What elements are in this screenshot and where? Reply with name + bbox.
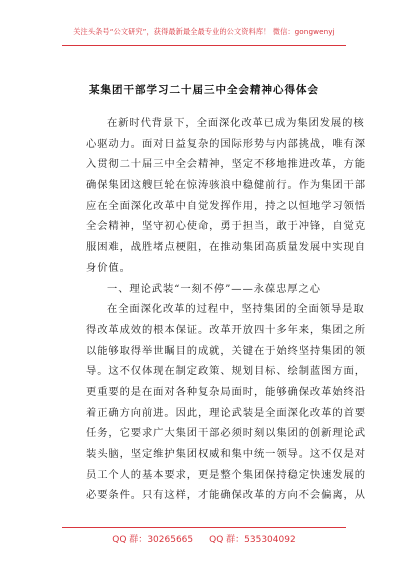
body-line: 任务，它要求广大集团干部必须时刻以集团的创新理论武 [86, 427, 366, 440]
header-banner: 关注头条号“公文研究”，获得最新最全最专业的公文资料库！ 微信：gongwenyj [73, 27, 335, 36]
body-line: 员工个人的基本要求，更是整个集团保持稳定快速发展的 [86, 468, 366, 481]
body-line: 得改革成效的根本保证。改革开放四十多年来，集团之所 [86, 323, 366, 336]
body-line: 确保集团这艘巨轮在惊涛骇浪中稳健前行。作为集团干部 [86, 179, 366, 192]
body-line: 在全面深化改革的过程中，坚持集团的全面领导是取 [107, 303, 365, 316]
footer-divider [62, 527, 346, 528]
body-line: 装头脑，坚定维护集团权威和集中统一领导。这不仅是对 [86, 448, 366, 460]
body-line: 心驱动力。面对日益复杂的国际形势与内部挑战，唯有深 [86, 137, 366, 150]
body-line: 身价值。 [86, 261, 131, 274]
qq-group-label: QQ 群： [209, 535, 245, 545]
body-line: 全会精神，坚守初心使命，勇于担当，敢于冲锋，自觉克 [86, 220, 366, 233]
header-divider [62, 45, 346, 46]
body-line: 应在全面深化改革中自觉发挥作用，持之以恒地学习领悟 [86, 199, 366, 212]
body-line: 以能够取得举世瞩目的成就，关键在于始终坚持集团的领 [86, 344, 366, 357]
qq-group-label: QQ 群： [112, 535, 148, 545]
section-heading: 一、理论武装“一刻不停”——永葆忠厚之心 [107, 282, 321, 295]
document-title: 某集团干部学习二十届三中全会精神心得体会 [89, 84, 319, 96]
body-line: 入贯彻二十届三中全会精神，坚定不移地推进改革，方能 [86, 158, 366, 171]
document-body [86, 113, 366, 506]
qq-group-number: 30265665 [147, 535, 194, 545]
footer-contact [0, 532, 408, 545]
body-line: 导。这不仅体现在制定政策、规划目标、绘制蓝图方面， [86, 365, 366, 378]
body-line: 必要条件。只有这样，才能确保改革的方向不会偏离，从 [86, 489, 366, 502]
qq-group-number: 535304092 [244, 535, 296, 545]
body-line: 着正确方向前进。因此，理论武装是全面深化改革的首要 [86, 406, 366, 419]
body-line: 服困难，战胜堵点梗阻，在推动集团高质量发展中实现自 [86, 241, 366, 254]
body-line: 更重要的是在面对各种复杂局面时，能够确保改革始终沿 [86, 385, 366, 398]
body-line: 在新时代背景下，全面深化改革已成为集团发展的核 [107, 117, 365, 129]
